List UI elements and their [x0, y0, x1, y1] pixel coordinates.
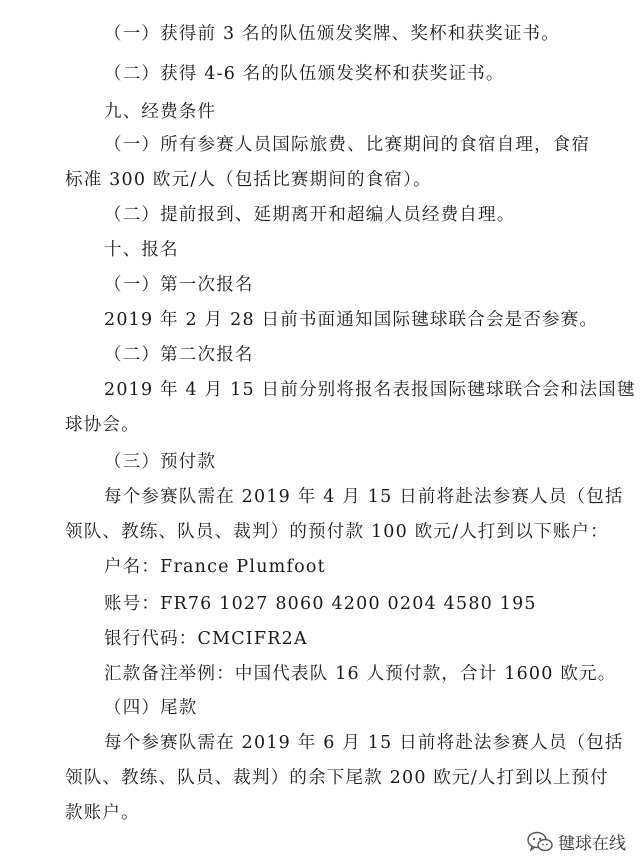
text-line: 标准 300 欧元/人（包括比赛期间的食宿）。: [65, 170, 432, 190]
section-heading: 十、报名: [104, 240, 179, 260]
subsection-heading: （二）第二次报名: [104, 345, 254, 365]
text-line: 每个参赛队需在 2019 年 6 月 15 日前将赴法参赛人员（包括: [104, 733, 624, 753]
section-heading: 九、经费条件: [104, 102, 217, 122]
text-line: （一）所有参赛人员国际旅费、比赛期间的食宿自理，食宿: [104, 135, 591, 155]
remittance-example-line: 汇款备注举例：中国代表队 16 人预付款，合计 1600 欧元。: [104, 664, 617, 684]
text-line: 2019 年 4 月 15 日前分别将报名表报国际毽球联合会和法国毽: [104, 380, 636, 400]
text-line: 2019 年 2 月 28 日前书面通知国际毽球联合会是否参赛。: [104, 310, 599, 330]
text-line: 领队、教练、队员、裁判）的预付款 100 欧元/人打到以下账户：: [65, 522, 609, 542]
wechat-icon: [527, 831, 553, 853]
watermark-text: 毽球在线: [558, 834, 626, 854]
subsection-heading: （三）预付款: [104, 452, 217, 472]
text-line: 每个参赛队需在 2019 年 4 月 15 日前将赴法参赛人员（包括: [104, 487, 624, 507]
text-line: （二）提前报到、延期离开和超编人员经费自理。: [104, 205, 516, 225]
watermark: [527, 829, 626, 854]
account-name-line: 户名：France Plumfoot: [104, 557, 326, 577]
text-line: （二）获得 4-6 名的队伍颁发奖杯和获奖证书。: [104, 64, 505, 84]
text-line: 领队、教练、队员、裁判）的余下尾款 200 欧元/人打到以上预付: [65, 768, 609, 788]
bank-code-line: 银行代码：CMCIFR2A: [104, 629, 308, 649]
text-line: 款账户。: [65, 803, 140, 823]
subsection-heading: （一）第一次报名: [104, 275, 254, 295]
text-line: 球协会。: [65, 415, 140, 435]
account-number-line: 账号：FR76 1027 8060 4200 0204 4580 195: [104, 594, 537, 614]
subsection-heading: （四）尾款: [104, 698, 198, 718]
text-line: （一）获得前 3 名的队伍颁发奖牌、奖杯和获奖证书。: [104, 24, 560, 44]
